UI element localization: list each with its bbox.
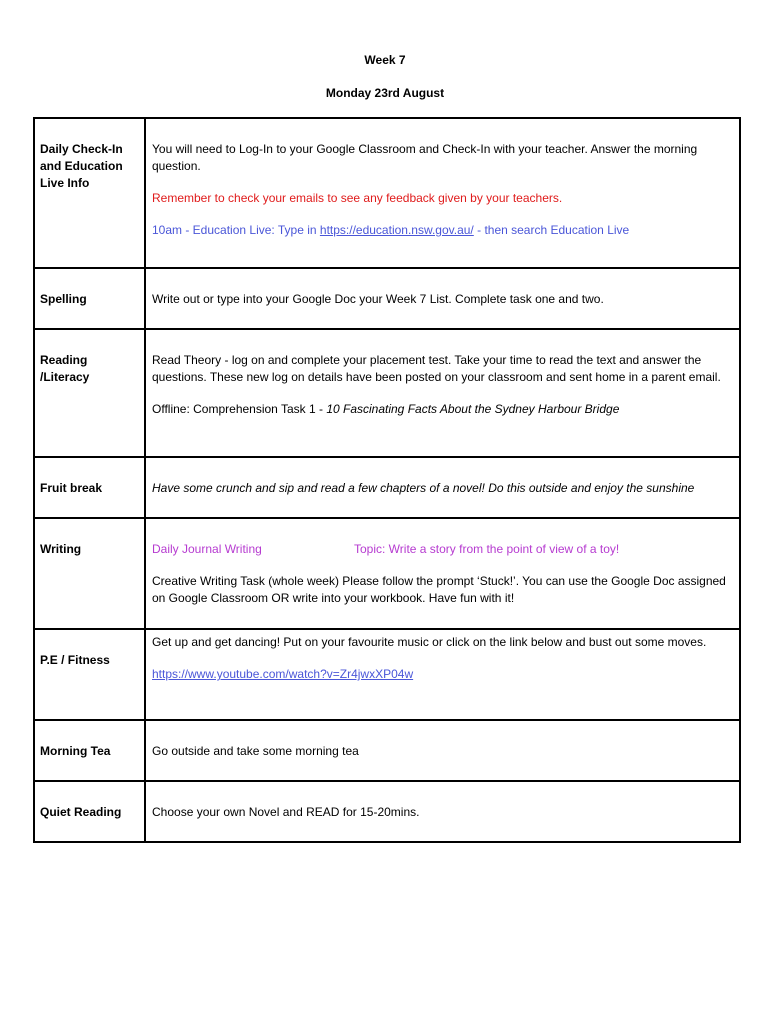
label-spelling: Spelling: [34, 268, 145, 329]
tea-text: Go outside and take some morning tea: [152, 744, 359, 758]
week-heading: Week 7: [364, 53, 406, 67]
education-live-suffix: - then search Education Live: [473, 223, 630, 237]
journal-label: Daily Journal Writing: [152, 542, 262, 556]
table-row-pe: [34, 629, 740, 720]
table-row-tea: [34, 720, 740, 781]
table-row-spelling: [34, 268, 740, 329]
content-fruit: [145, 457, 740, 518]
label-pe: P.E / Fitness: [34, 629, 145, 720]
writing-journal-line: [152, 541, 729, 558]
education-link[interactable]: https://education.nsw.gov.au/: [319, 223, 474, 237]
offline-prefix: Offline: Comprehension Task 1 -: [152, 402, 327, 416]
content-checkin: [145, 118, 740, 268]
reading-text: Read Theory - log on and complete your placement test. Take your time to read the text and answer the questions. These new log on details have been posted on your classroom and sent home in a parent email.: [152, 353, 721, 384]
label-reading: Reading /Literacy: [34, 329, 145, 457]
content-reading: [145, 329, 740, 457]
table-row-quiet: [34, 781, 740, 842]
content-writing: [145, 518, 740, 629]
label-fruit: Fruit break: [34, 457, 145, 518]
label-writing: Writing: [34, 518, 145, 629]
label-tea: Morning Tea: [34, 720, 145, 781]
quiet-text: Choose your own Novel and READ for 15-20mins.: [152, 805, 420, 819]
label-checkin: Daily Check-In and Education Live Info: [34, 118, 145, 268]
offline-title: 10 Fascinating Facts About the Sydney Harbour Bridge: [326, 402, 620, 416]
fruit-text: Have some crunch and sip and read a few chapters of a novel! Do this outside and enjoy the sunshine: [152, 481, 695, 495]
schedule-table: [33, 117, 741, 843]
email-reminder: Remember to check your emails to see any feedback given by your teachers.: [152, 191, 563, 205]
spelling-text: Write out or type into your Google Doc your Week 7 List. Complete task one and two.: [152, 292, 604, 306]
pe-link-line: [152, 666, 729, 683]
reading-offline: [152, 401, 729, 418]
table-row-checkin: [34, 118, 740, 268]
content-tea: [145, 720, 740, 781]
date-heading: Monday 23rd August: [325, 86, 445, 100]
table-row-writing: [34, 518, 740, 629]
education-live-info: [152, 222, 729, 239]
youtube-link[interactable]: https://www.youtube.com/watch?v=Zr4jwxXP04w: [152, 667, 414, 681]
pe-text: Get up and get dancing! Put on your favourite music or click on the link below and bust out some moves.: [152, 635, 707, 649]
table-row-fruit: [34, 457, 740, 518]
content-spelling: [145, 268, 740, 329]
creative-writing-text: Creative Writing Task (whole week) Please follow the prompt ‘Stuck!’. You can use the Google Doc assigned on Google Classroom OR write into your workbook. Have fun with it!: [152, 574, 726, 605]
table-row-reading: [34, 329, 740, 457]
label-quiet: Quiet Reading: [34, 781, 145, 842]
education-live-prefix: 10am - Education Live: Type in: [152, 223, 320, 237]
checkin-instructions: You will need to Log-In to your Google Classroom and Check-In with your teacher. Answer the morning question.: [152, 142, 698, 173]
journal-topic: Topic: Write a story from the point of view of a toy!: [354, 542, 620, 556]
content-quiet: [145, 781, 740, 842]
content-pe: [145, 629, 740, 720]
